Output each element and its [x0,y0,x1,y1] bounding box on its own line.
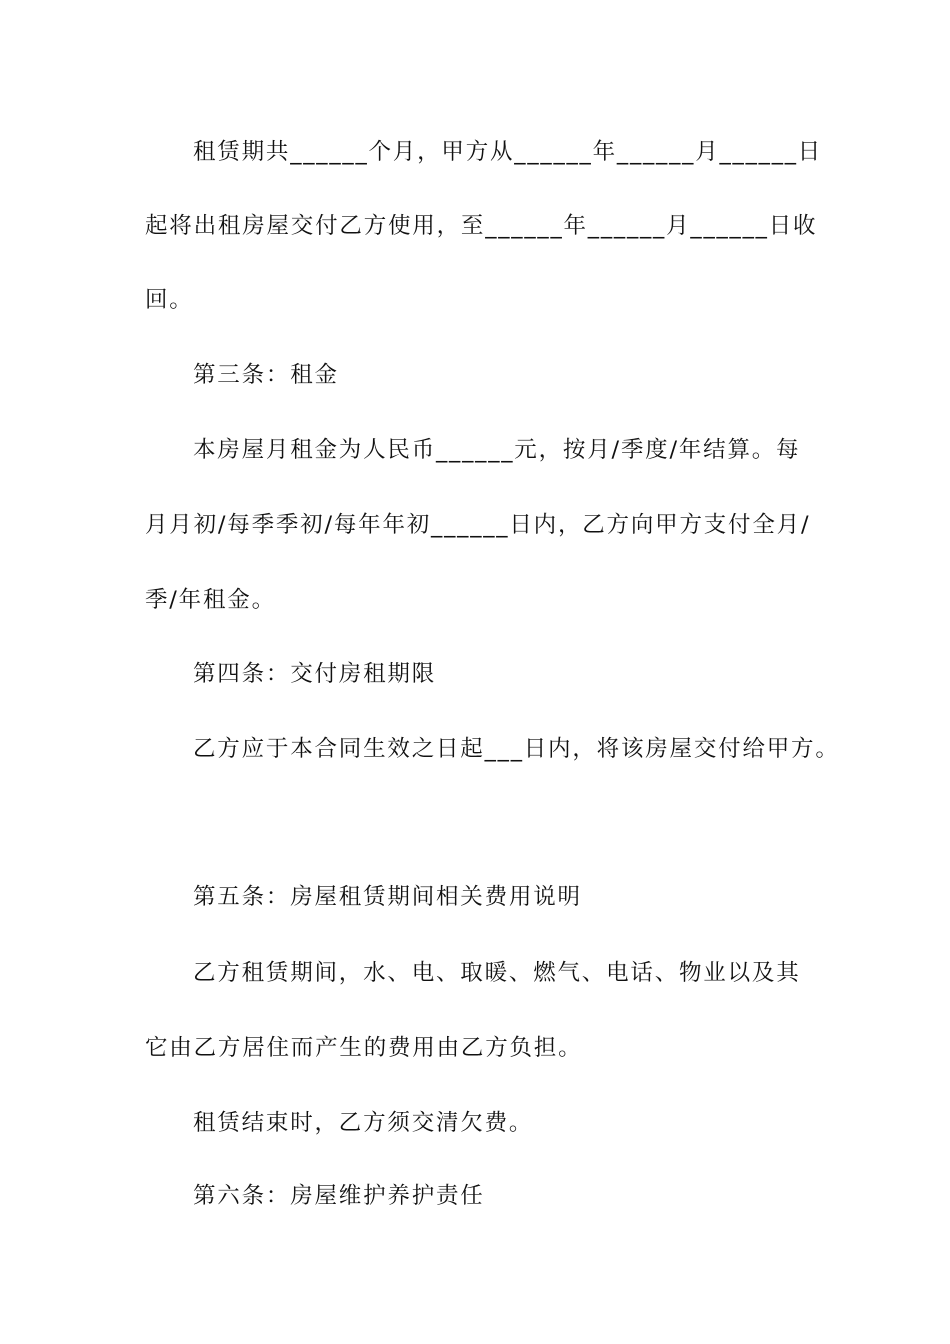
paragraph-rent-line-3: 季/年租金。 [145,587,276,613]
paragraph-lease-term-line-3: 回。 [145,287,194,313]
paragraph-lease-term-line-2: 起将出租房屋交付乙方使用，至______年______月______日收 [145,213,818,239]
article-6-heading: 第六条：房屋维护养护责任 [193,1183,485,1209]
paragraph-fees-line-1: 乙方租赁期间，水、电、取暖、燃气、电话、物业以及其 [193,960,801,986]
paragraph-lease-term-line-1: 租赁期共______个月，甲方从______年______月______日 [193,139,823,165]
paragraph-delivery: 乙方应于本合同生效之日起___日内，将该房屋交付给甲方。 [193,736,840,762]
paragraph-settlement: 租赁结束时，乙方须交清欠费。 [193,1110,534,1136]
paragraph-fees-line-2: 它由乙方居住而产生的费用由乙方负担。 [145,1035,583,1061]
article-4-heading: 第四条：交付房租期限 [193,661,437,687]
paragraph-rent-line-2: 月月初/每季季初/每年年初______日内，乙方向甲方支付全月/ [145,512,811,538]
article-5-heading: 第五条：房屋租赁期间相关费用说明 [193,884,582,910]
paragraph-rent-line-1: 本房屋月租金为人民币______元，按月/季度/年结算。每 [193,437,801,463]
article-3-heading: 第三条：租金 [193,362,339,388]
